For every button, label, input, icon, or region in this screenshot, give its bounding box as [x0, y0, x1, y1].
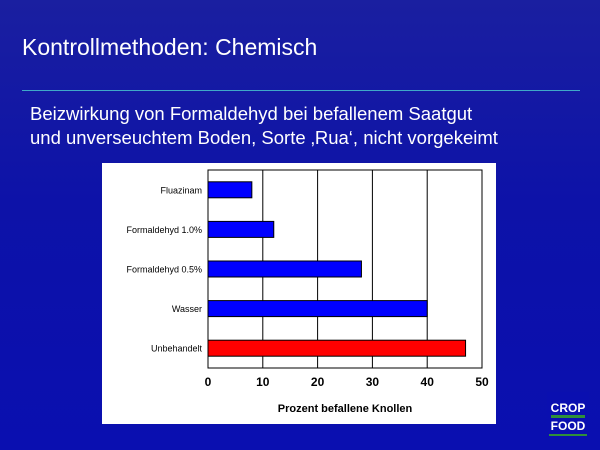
subtitle-line-2: und unverseuchtem Boden, Sorte ‚Rua‘, nicht vorgekeimt [30, 127, 498, 148]
category-label: Formaldehyd 0.5% [126, 264, 202, 275]
subtitle-line-1: Beizwirkung von Formaldehyd bei befallenem Saatgut [30, 103, 473, 124]
category-labels [126, 185, 202, 353]
x-tick-label: 40 [420, 375, 434, 389]
bar [208, 261, 361, 277]
x-tick-label: 50 [475, 375, 489, 389]
logo-text-top: CROP [550, 401, 586, 415]
title-divider [22, 90, 580, 91]
x-tick-label: 20 [310, 375, 325, 389]
x-tick-label: 0 [204, 375, 212, 389]
chart-panel [102, 163, 496, 424]
crop-food-logo [547, 392, 589, 440]
logo-text-bottom: FOOD [550, 419, 586, 433]
category-label: Formaldehyd 1.0% [126, 224, 202, 235]
bar [208, 221, 274, 237]
category-label: Unbehandelt [150, 343, 202, 354]
bar [208, 301, 427, 317]
x-tick-label: 30 [365, 375, 380, 389]
slide-title: Kontrollmethoden: Chemisch [22, 34, 318, 60]
tick-labels [205, 375, 489, 389]
x-tick-label: 10 [256, 375, 270, 389]
x-axis-title: Prozent befallene Knollen [277, 403, 413, 415]
category-label: Wasser [171, 304, 202, 315]
slide-subtitle [30, 102, 590, 150]
bar-chart [102, 163, 496, 424]
bar [208, 182, 252, 198]
bar [208, 340, 466, 356]
category-label: Fluazinam [160, 185, 202, 196]
